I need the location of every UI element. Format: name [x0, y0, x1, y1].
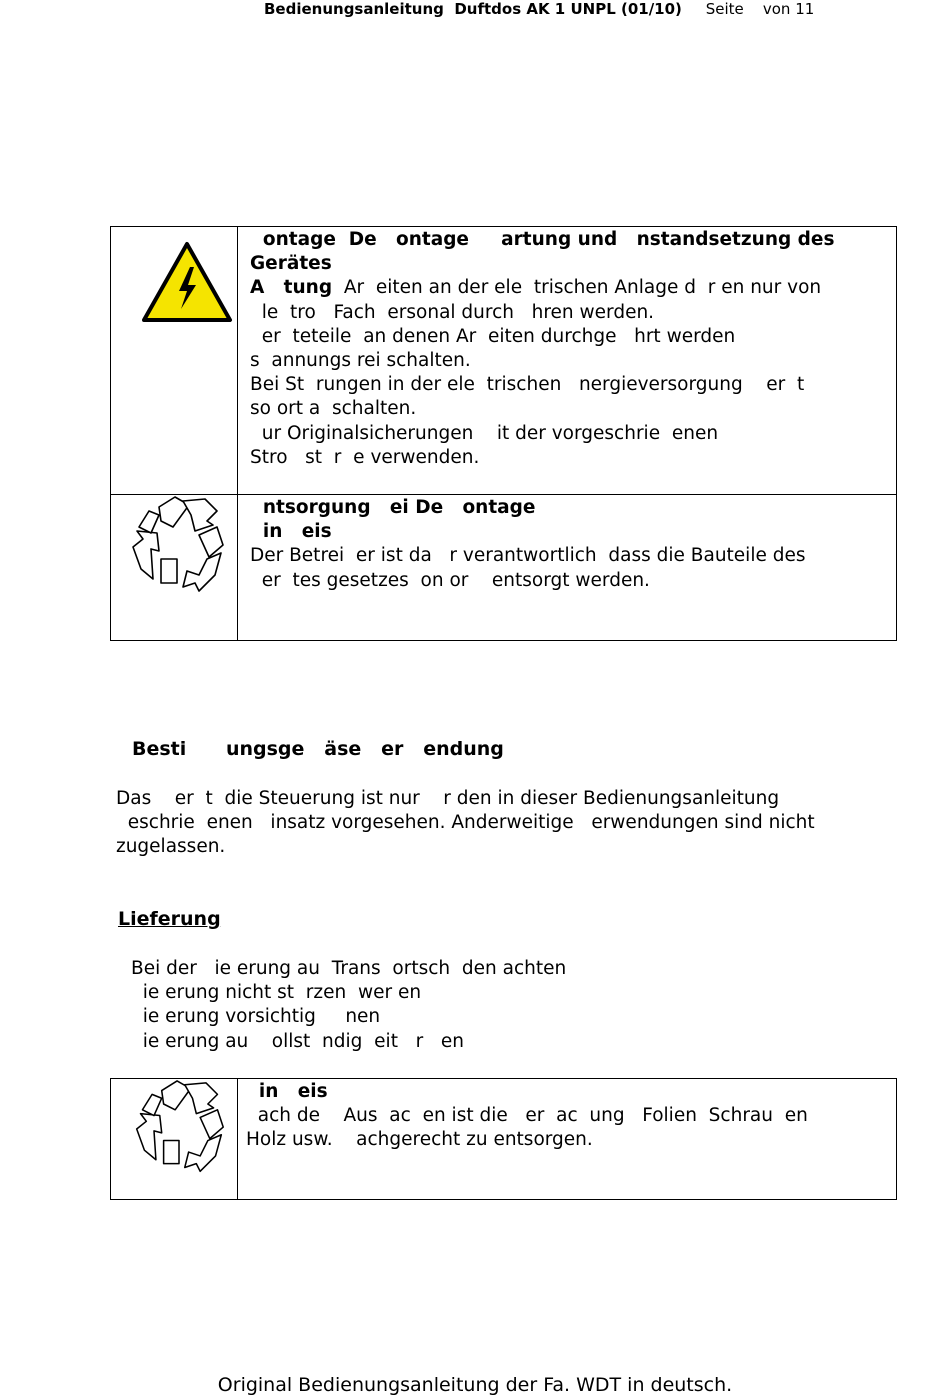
hinweis-label-2: in eis — [246, 1081, 328, 1102]
para-line-2: eschrie enen insatz vorgesehen. Anderweitige erwendungen sind nicht — [116, 812, 815, 834]
achtung-label: A tung — [250, 277, 333, 299]
montage-text-3: er teteile an denen Ar eiten durchge hrt werden — [250, 325, 736, 347]
lieferung-title: Lieferung — [118, 908, 221, 930]
section-paragraph — [116, 787, 815, 860]
para-line-1: Das er t die Steuerung ist nur r den in dieser Bedienungsanleitung — [116, 788, 780, 809]
page-footer: Original Bedienungsanleitung der Fa. WDT in deutsch. — [217, 1374, 733, 1396]
lieferung-line-3: ie erung vorsichtig nen — [131, 1006, 381, 1028]
entsorgung-text-2: er tes gesetzes on or entsorgt werden. — [250, 569, 650, 591]
table-row-entsorgung — [111, 494, 896, 640]
high-voltage-warning-icon — [141, 241, 233, 323]
montage-text-5: Bei St rungen in der ele trischen nergieversorgung er t — [250, 374, 805, 396]
montage-title-2: Gerätes — [250, 253, 332, 275]
hinweis-text-2: Holz usw. achgerecht zu entsorgen. — [246, 1129, 593, 1151]
hinweis-label: in eis — [250, 521, 332, 543]
safety-table — [110, 226, 897, 641]
section-title: Besti ungsge äse er endung — [132, 738, 504, 760]
disposal-table — [110, 1078, 897, 1200]
header-title: Bedienungsanleitung Duftdos AK 1 UNPL (01/10) — [264, 0, 682, 18]
montage-text-4: s annungs rei schalten. — [250, 350, 471, 372]
recycling-icon — [131, 1079, 227, 1179]
table-row-hinweis — [111, 1079, 896, 1199]
montage-text-1: Ar eiten an der ele trischen Anlage d r en nur von — [332, 277, 822, 299]
lieferung-line-2: ie erung nicht st rzen wer en — [131, 982, 422, 1004]
recycling-icon — [129, 495, 225, 599]
lieferung-line-4: ie erung au ollst ndig eit r en — [131, 1030, 464, 1052]
header-page-word: Seite — [705, 0, 744, 18]
hinweis-text-1: ach de Aus ac en ist die er ac ung Folien Schrau en — [246, 1105, 808, 1127]
montage-text-8: Stro st r e verwenden. — [250, 446, 480, 468]
header-page-of: von 11 — [762, 0, 815, 18]
montage-text-7: ur Originalsicherungen it der vorgeschrie enen — [250, 422, 719, 444]
lieferung-line-1: Bei der ie erung au Trans ortsch den achten — [131, 958, 567, 979]
montage-text-6: so ort a schalten. — [250, 398, 417, 420]
entsorgung-text-1: Der Betrei er ist da r verantwortlich dass die Bauteile des — [250, 545, 806, 567]
table-row-montage — [111, 227, 896, 494]
entsorgung-title: ntsorgung ei De ontage — [250, 497, 536, 518]
lieferung-list — [131, 957, 566, 1054]
page-header — [264, 0, 814, 18]
montage-text-2: le tro Fach ersonal durch hren werden. — [250, 301, 655, 323]
montage-title: ontage De ontage artung und nstandsetzung des — [250, 229, 835, 250]
para-line-3: zugelassen. — [116, 836, 226, 858]
